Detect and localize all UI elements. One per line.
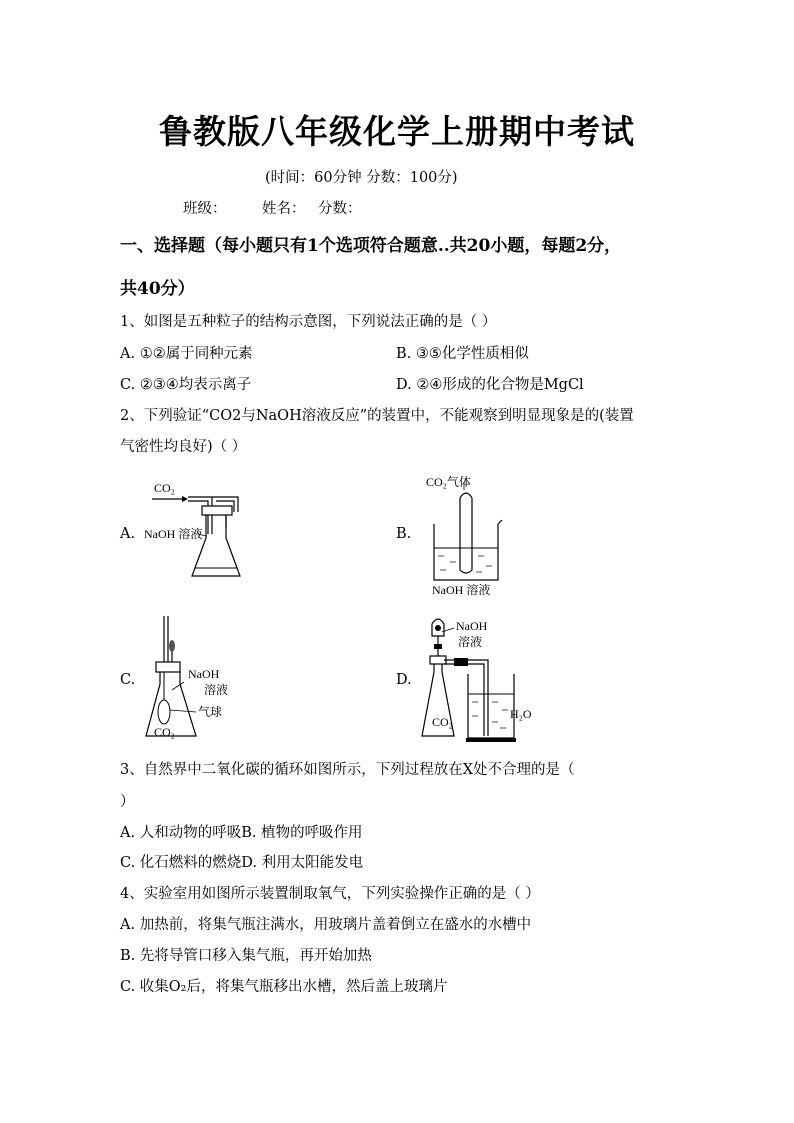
q1-option-b: B. ③⑤化学性质相似 — [396, 346, 529, 362]
q4-option-c: C. 收集O₂后，将集气瓶移出水槽，然后盖上玻璃片 — [120, 979, 448, 995]
q1-option-c: C. ②③④均表示离子 — [120, 377, 252, 393]
score-label: 分数： — [318, 201, 362, 217]
class-label: 班级： — [183, 201, 227, 217]
section-heading: 一、选择题（每小题只有1个选项符合题意..共20小题，每题2分， — [120, 236, 622, 256]
question-3-stem-cont: ） — [120, 794, 135, 810]
fig-d-water-label: H₂O — [510, 707, 532, 721]
name-label: 姓名： — [262, 201, 306, 217]
q4-option-b: B. 先将导管口移入集气瓶，再开始加热 — [120, 948, 372, 964]
fig-d-label-2: 溶液 — [458, 635, 483, 649]
question-1-stem: 1、如图是五种粒子的结构示意图，下列说法正确的是（ ） — [120, 314, 497, 330]
question-2-stem-cont: 气密性均良好)（ ） — [120, 439, 247, 455]
figure-b-apparatus — [420, 470, 530, 600]
q2-option-c-letter: C. — [120, 672, 136, 688]
fig-b-liquid-label: NaOH 溶液 — [432, 583, 491, 597]
page-title: 鲁教版八年级化学上册期中考试 — [159, 112, 635, 151]
fig-c-label-2: 溶液 — [204, 683, 229, 697]
question-4-stem: 4、实验室用如图所示装置制取氧气，下列实验操作正确的是（ ） — [120, 886, 540, 902]
fig-c-balloon-label: 气球 — [198, 705, 223, 719]
figure-a-apparatus — [140, 476, 250, 586]
q1-option-a: A. ①②属于同种元素 — [120, 346, 253, 362]
fig-c-label-1: NaOH — [188, 667, 220, 681]
q2-option-d-letter: D. — [396, 672, 412, 688]
exam-time-score: (时间：60分钟 分数：100分) — [265, 170, 458, 186]
q2-option-b-letter: B. — [396, 526, 412, 542]
fig-c-gas-label: CO₂ — [154, 725, 175, 739]
fig-b-gas-label: CO₂气体 — [426, 475, 471, 489]
q3-options-cd: C. 化石燃料的燃烧D. 利用太阳能发电 — [120, 855, 364, 871]
fig-a-gas-label: CO₂ — [154, 481, 175, 495]
question-3-stem: 3、自然界中二氧化碳的循环如图所示，下列过程放在X处不合理的是（ — [120, 762, 575, 778]
q1-option-d: D. ②④形成的化合物是MgCl — [396, 377, 584, 393]
figure-d-apparatus — [418, 610, 538, 745]
fig-d-label-1: NaOH — [456, 619, 488, 633]
q4-option-a: A. 加热前，将集气瓶注满水，用玻璃片盖着倒立在盛水的水槽中 — [120, 917, 532, 933]
fig-d-gas-label: CO₂ — [432, 715, 453, 729]
question-2-stem: 2、下列验证“CO2与NaOH溶液反应”的装置中，不能观察到明显现象是的(装置 — [120, 408, 634, 424]
q2-option-a-letter: A. — [120, 526, 136, 542]
fig-a-liquid-label: NaOH 溶液 — [144, 527, 203, 541]
section-heading-cont: 共40分） — [120, 279, 195, 299]
figure-c-apparatus — [140, 612, 250, 742]
q3-options-ab: A. 人和动物的呼吸B. 植物的呼吸作用 — [120, 825, 363, 841]
